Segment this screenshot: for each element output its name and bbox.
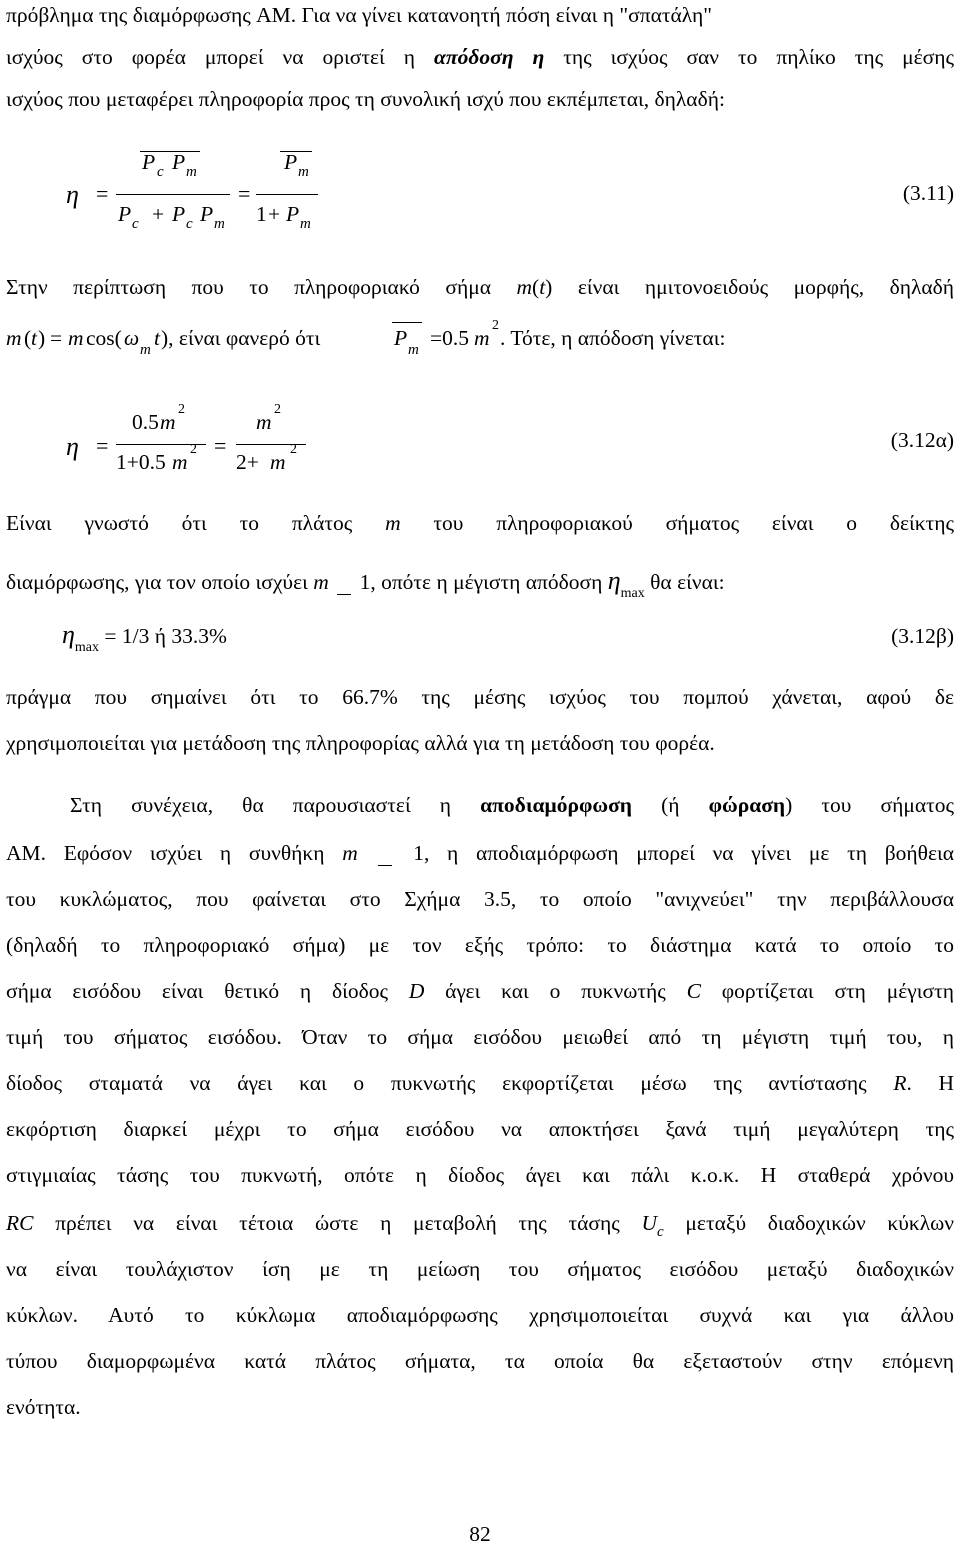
p4-line2: χρησιμοποιείται για μετάδοση της πληροφορίας αλλά για τη μετάδοση του φορέα. bbox=[6, 731, 715, 755]
p5-line1: Στη συνέχεια, θα παρουσιαστεί η αποδιαμόρφωση (ή φώραση) του σήματος bbox=[70, 793, 955, 817]
page-number: 82 bbox=[469, 1522, 491, 1546]
p5-line2: AM. Εφόσον ισχύει η συνθήκη m 1, η αποδιαμόρφωση μπορεί να γίνει με τη βοήθεια bbox=[6, 838, 954, 868]
p5-line9: στιγμιαίας τάσης του πυκνωτή, οπότε η δίοδος άγει και πάλι κ.ο.κ. Η σταθερά χρόνου bbox=[6, 1163, 954, 1187]
p5-line10: RC πρέπει να είναι τέτοια ώστε η μεταβολή της τάσης $U_c$ μεταξύ διαδοχικών κύκλων bbox=[6, 1211, 955, 1240]
eq-number-3-11: (3.11) bbox=[902, 181, 954, 205]
p5-line14: ενότητα. bbox=[6, 1395, 81, 1419]
p3-line2: διαμόρφωσης, για τον οποίο ισχύει m 1, οπότε η μέγιστη απόδοση $\eta_{max}$ θα είναι: bbox=[6, 566, 725, 601]
p5-line8: εκφόρτιση διαρκεί μέχρι το σήμα εισόδου να αποκτήσει ξανά τιμή μεγαλύτερη της bbox=[6, 1117, 954, 1141]
p5-line7: δίοδος σταματά να άγει και ο πυκνωτής εκφορτίζεται μέσω της αντίστασης R. Η bbox=[6, 1071, 955, 1095]
p3-line1: Είναι γνωστό ότι το πλάτος m του πληροφοριακού σήματος είναι ο δείκτης bbox=[6, 511, 955, 535]
p5-line4: (δηλαδή το πληροφοριακό σήμα) με τον εξής τρόπο: το διάστημα κατά το οποίο το bbox=[6, 933, 954, 957]
p4-line1: πράγμα που σημαίνει ότι το 66.7% της μέσης ισχύος του πομπού χάνεται, αφού δε bbox=[6, 685, 954, 709]
eq-number-3-12b: (3.12β) bbox=[891, 624, 954, 648]
p2-line1: Στην περίπτωση που το πληροφοριακό σήμα m(t) είναι ημιτονοειδούς μορφής, δηλαδή bbox=[6, 275, 955, 299]
p5-line13: τύπου διαμορφωμένα κατά πλάτος σήματα, τα οποία θα εξεταστούν στην επόμενη bbox=[6, 1349, 954, 1373]
p1-line3: ισχύος που μεταφέρει πληροφορία προς τη συνολική ισχύ που εκπέμπεται, δηλαδή: bbox=[6, 87, 725, 111]
term-apodosi: απόδοση bbox=[433, 45, 514, 69]
eq-number-3-12a: (3.12α) bbox=[890, 428, 954, 452]
p5-line3: του κυκλώματος, που φαίνεται στο Σχήμα 3.5, το οποίο "ανιχνεύει" την περιβάλλουσα bbox=[6, 887, 954, 911]
p5-line5: σήμα εισόδου είναι θετικό η δίοδος D άγει και ο πυκνωτής C φορτίζεται στη μέγιστη bbox=[6, 979, 955, 1003]
p5-line12: κύκλων. Αυτό το κύκλωμα αποδιαμόρφωσης χρησιμοποιείται συχνά και για άλλου bbox=[6, 1303, 954, 1327]
p5-line11: να είναι τουλάχιστον ίση με τη μείωση του σήματος εισόδου μεταξύ διαδοχικών bbox=[6, 1257, 954, 1281]
p1-line1: πρόβλημα της διαμόρφωσης AM. Για να γίνει κατανοητή πόση είναι η "σπατάλη" bbox=[6, 3, 713, 27]
p1-line2: ισχύος στο φορέα μπορεί να οριστεί η απόδοση η της ισχύος σαν το πηλίκο της μέσης bbox=[6, 45, 954, 69]
p5-line6: τιμή του σήματος εισόδου. Όταν το σήμα εισόδου μειωθεί από τη μέγιστη τιμή του, η bbox=[6, 1025, 954, 1049]
